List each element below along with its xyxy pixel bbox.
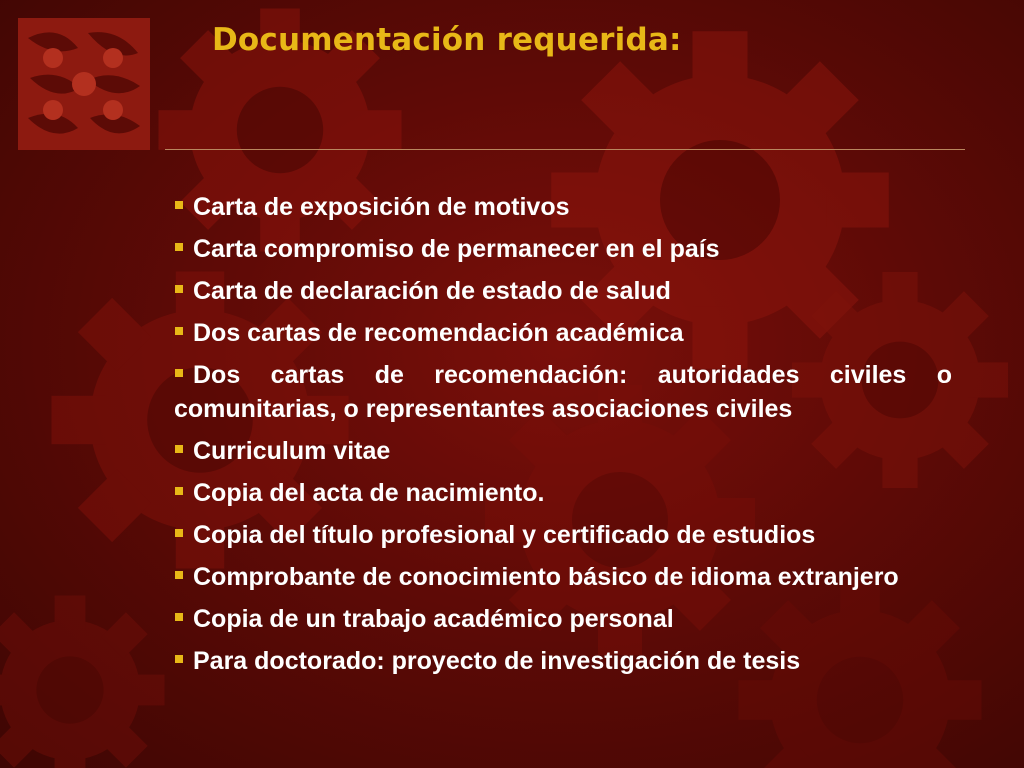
square-bullet-icon xyxy=(175,613,183,621)
list-item xyxy=(174,434,952,468)
list-item-text: Carta de exposición de motivos xyxy=(193,193,570,221)
gear-icon xyxy=(0,596,165,768)
list-item xyxy=(174,476,952,510)
list-item xyxy=(174,560,952,594)
title-divider xyxy=(165,149,965,150)
list-item xyxy=(174,274,952,308)
list-item xyxy=(174,644,952,678)
square-bullet-icon xyxy=(175,487,183,495)
list-item-text: Para doctorado: proyecto de investigación de tesis xyxy=(193,647,801,675)
list-item xyxy=(174,518,952,552)
list-item-text: Comprobante de conocimiento básico de idioma extranjero xyxy=(193,563,899,591)
list-item-text: Copia del título profesional y certificado de estudios xyxy=(193,521,816,549)
list-item xyxy=(174,358,952,426)
square-bullet-icon xyxy=(175,445,183,453)
square-bullet-icon xyxy=(175,327,183,335)
square-bullet-icon xyxy=(175,571,183,579)
list-item-text: Curriculum vitae xyxy=(193,437,391,465)
list-item-text: Copia de un trabajo académico personal xyxy=(193,605,674,633)
square-bullet-icon xyxy=(175,201,183,209)
list-item-text: Dos cartas de recomendación: autoridades civiles o comunitarias, o representantes asociaciones civiles xyxy=(174,361,952,423)
list-item xyxy=(174,190,952,224)
list-item xyxy=(174,232,952,266)
square-bullet-icon xyxy=(175,243,183,251)
square-bullet-icon xyxy=(175,655,183,663)
square-bullet-icon xyxy=(175,285,183,293)
square-bullet-icon xyxy=(175,529,183,537)
institution-logo-icon xyxy=(18,18,150,150)
list-item xyxy=(174,316,952,350)
list-item-text: Copia del acta de nacimiento. xyxy=(193,479,545,507)
list-item xyxy=(174,602,952,636)
list-item-text: Dos cartas de recomendación académica xyxy=(193,319,684,347)
square-bullet-icon xyxy=(175,369,183,377)
page-title: Documentación requerida: xyxy=(212,22,682,58)
list-item-text: Carta de declaración de estado de salud xyxy=(193,277,671,305)
requirements-list xyxy=(174,190,952,686)
list-item-text: Carta compromiso de permanecer en el país xyxy=(193,235,720,263)
